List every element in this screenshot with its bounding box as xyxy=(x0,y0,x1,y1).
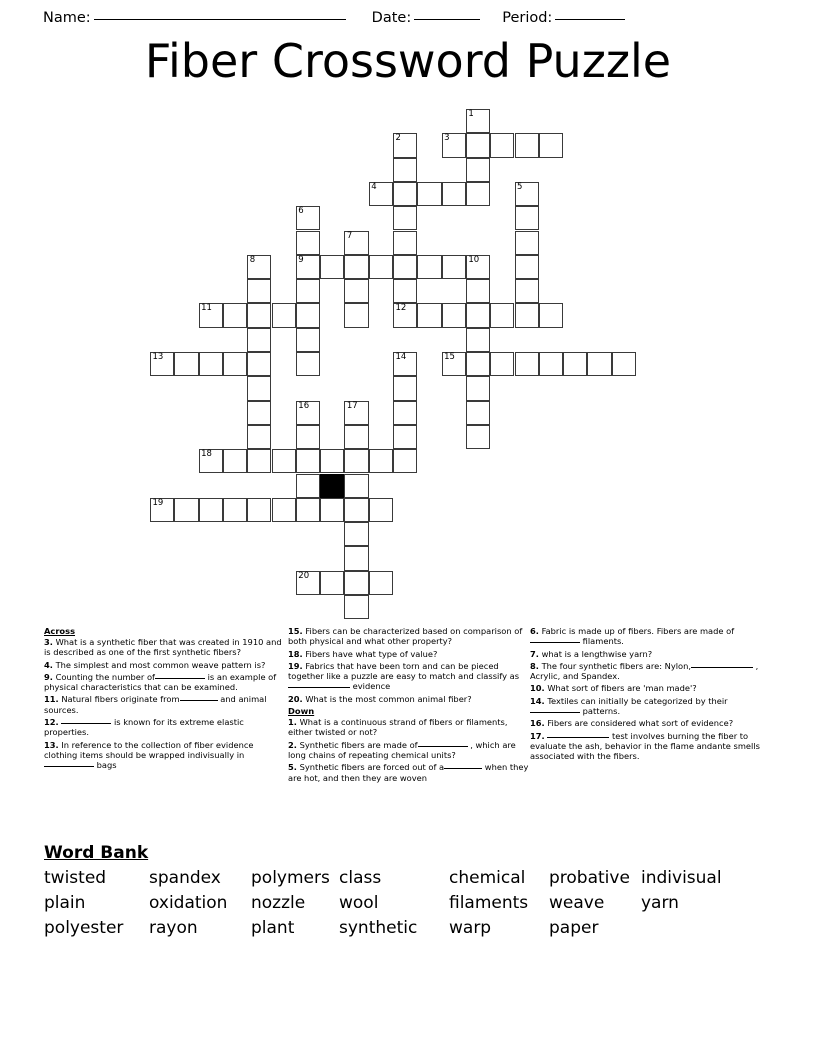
clue-number: 11. xyxy=(44,694,59,705)
word-bank-title: Word Bank xyxy=(44,843,149,863)
grid-cell[interactable] xyxy=(417,182,441,206)
grid-cell[interactable] xyxy=(466,133,490,157)
clue-answer-blank[interactable] xyxy=(530,635,580,643)
grid-cell[interactable] xyxy=(466,425,490,449)
clue-number: 9. xyxy=(44,671,53,682)
clue-number: 13. xyxy=(44,739,59,750)
grid-cell-number: 6 xyxy=(298,206,304,217)
grid-cell[interactable] xyxy=(344,303,368,327)
grid-cell-blocked xyxy=(320,474,344,498)
grid-cell[interactable] xyxy=(515,231,539,255)
date-write-line[interactable] xyxy=(414,18,480,20)
clue-item xyxy=(288,661,530,692)
grid-cell[interactable] xyxy=(393,182,417,206)
clue-item xyxy=(44,672,288,693)
grid-cell[interactable] xyxy=(320,498,344,522)
grid-cell[interactable] xyxy=(344,546,368,570)
clue-answer-blank[interactable] xyxy=(61,716,111,724)
grid-cell[interactable] xyxy=(466,109,490,133)
clue-text: , which are long chains of repeating chemical units? xyxy=(288,739,516,760)
grid-cell[interactable] xyxy=(515,303,539,327)
clue-text: What sort of fibers are 'man made'? xyxy=(544,683,697,694)
clue-number: 4. xyxy=(44,659,53,670)
grid-cell[interactable] xyxy=(369,571,393,595)
word-bank-item[interactable]: plant xyxy=(251,918,295,938)
grid-cell[interactable] xyxy=(344,571,368,595)
grid-cell[interactable] xyxy=(199,498,223,522)
clue-item xyxy=(44,717,288,738)
word-bank-item[interactable]: wool xyxy=(339,893,379,913)
grid-cell[interactable] xyxy=(199,303,223,327)
grid-cell[interactable] xyxy=(247,401,271,425)
grid-cell[interactable] xyxy=(344,474,368,498)
clues-column-3 xyxy=(530,626,760,836)
grid-cell[interactable] xyxy=(466,352,490,376)
clue-number: 18. xyxy=(288,648,303,659)
grid-cell[interactable] xyxy=(442,255,466,279)
clue-text: what is a lengthwise yarn? xyxy=(538,648,653,659)
grid-cell[interactable] xyxy=(369,498,393,522)
grid-cell[interactable] xyxy=(442,303,466,327)
clue-number: 2. xyxy=(288,739,297,750)
crossword-grid xyxy=(150,109,650,619)
grid-cell[interactable] xyxy=(296,571,320,595)
clue-item xyxy=(530,626,760,647)
clue-text: and animal sources. xyxy=(44,694,267,715)
clue-text: Fibers can be characterized based on comparison of both physical and what other property? xyxy=(288,626,523,647)
word-bank-item[interactable]: polymers xyxy=(251,868,330,888)
clue-item xyxy=(288,649,530,659)
grid-cell[interactable] xyxy=(296,425,320,449)
grid-cell-number: 20 xyxy=(298,570,310,581)
clue-text: Synthetic fibers are forced out of a xyxy=(296,762,445,773)
grid-cell[interactable] xyxy=(515,133,539,157)
clues-column-2 xyxy=(288,626,530,836)
word-bank-item[interactable]: synthetic xyxy=(339,918,418,938)
clue-number: 1. xyxy=(288,717,297,728)
clue-text: when they are hot, and then they are woven xyxy=(288,762,529,783)
grid-cell-number: 18 xyxy=(201,449,212,460)
word-bank-item[interactable]: yarn xyxy=(641,893,679,913)
grid-cell[interactable] xyxy=(344,255,368,279)
grid-cell[interactable] xyxy=(490,352,514,376)
grid-cell[interactable] xyxy=(247,352,271,376)
grid-cell[interactable] xyxy=(223,352,247,376)
grid-cell[interactable] xyxy=(320,571,344,595)
grid-cell[interactable] xyxy=(150,352,174,376)
clue-text: Natural fibers originate from xyxy=(58,694,180,705)
period-field-group xyxy=(502,10,625,26)
word-bank-empty xyxy=(641,918,731,938)
clue-text: filaments. xyxy=(580,636,624,647)
grid-cell[interactable] xyxy=(466,255,490,279)
grid-cell[interactable] xyxy=(515,206,539,230)
word-bank-item[interactable]: chemical xyxy=(449,868,526,888)
grid-cell[interactable] xyxy=(612,352,636,376)
clue-number: 10. xyxy=(530,683,545,694)
clue-item xyxy=(288,626,530,647)
word-bank-item[interactable]: nozzle xyxy=(251,893,306,913)
clue-text: What is a synthetic fiber that was created in 1910 and is described as one of the first synthetic fibers? xyxy=(44,637,282,658)
grid-cell[interactable] xyxy=(393,352,417,376)
grid-cell[interactable] xyxy=(539,303,563,327)
grid-cell[interactable] xyxy=(320,449,344,473)
clue-number: 17. xyxy=(530,730,545,741)
clue-answer-blank[interactable] xyxy=(288,680,350,688)
grid-cell-number: 16 xyxy=(298,400,310,411)
grid-cell[interactable] xyxy=(344,522,368,546)
clue-item xyxy=(288,762,530,783)
word-bank-item[interactable]: filaments xyxy=(449,893,529,913)
grid-cell[interactable] xyxy=(223,303,247,327)
grid-cell[interactable] xyxy=(393,449,417,473)
grid-cell-number: 7 xyxy=(346,230,353,241)
grid-cell[interactable] xyxy=(296,498,320,522)
grid-cell[interactable] xyxy=(296,279,320,303)
clue-text: patterns. xyxy=(580,706,621,717)
date-label: Date: xyxy=(371,10,412,26)
word-bank-list xyxy=(44,868,784,938)
grid-cell[interactable] xyxy=(247,303,271,327)
grid-cell-number: 4 xyxy=(371,181,377,192)
grid-cell[interactable] xyxy=(344,498,368,522)
word-bank-item[interactable]: polyester xyxy=(44,918,124,938)
date-field-group xyxy=(372,10,481,26)
grid-cell[interactable] xyxy=(466,303,490,327)
clue-number: 12. xyxy=(44,717,59,728)
grid-cell-number: 9 xyxy=(298,254,304,265)
name-write-line[interactable] xyxy=(94,18,346,20)
grid-cell[interactable] xyxy=(247,449,271,473)
grid-cell[interactable] xyxy=(344,279,368,303)
grid-cell-number: 10 xyxy=(468,254,480,265)
word-bank-section xyxy=(44,843,784,938)
clue-text: In reference to the collection of fiber evidence clothing items should be wrapped indivisually in xyxy=(44,739,254,760)
clue-number: 6. xyxy=(530,626,539,636)
name-label: Name: xyxy=(43,10,91,26)
clue-text: The simplest and most common weave pattern is? xyxy=(52,659,266,670)
clue-number: 7. xyxy=(530,648,539,659)
clue-answer-blank[interactable] xyxy=(180,693,218,701)
grid-cell-number: 14 xyxy=(395,352,407,362)
grid-cell[interactable] xyxy=(393,133,417,157)
grid-cell[interactable] xyxy=(344,231,368,255)
clue-text: Textiles can initially be categorized by their xyxy=(544,695,728,706)
grid-cell[interactable] xyxy=(515,182,539,206)
clue-text: Counting the number of xyxy=(52,671,155,682)
clues-column-1 xyxy=(44,626,288,836)
clue-item xyxy=(44,660,288,670)
grid-cell-number: 19 xyxy=(152,497,164,508)
clue-text: Synthetic fibers are made of xyxy=(296,739,418,750)
grid-cell[interactable] xyxy=(272,498,296,522)
grid-cell[interactable] xyxy=(296,449,320,473)
grid-cell[interactable] xyxy=(466,182,490,206)
grid-cell[interactable] xyxy=(587,352,611,376)
grid-cell[interactable] xyxy=(296,206,320,230)
word-bank-item[interactable]: paper xyxy=(549,918,599,938)
grid-cell[interactable] xyxy=(515,255,539,279)
clue-text: What is the most common animal fiber? xyxy=(302,693,472,704)
word-bank-item[interactable]: probative xyxy=(549,868,630,888)
grid-cell-number: 13 xyxy=(152,352,164,362)
word-bank-item[interactable]: warp xyxy=(449,918,492,938)
grid-cell[interactable] xyxy=(393,231,417,255)
grid-cell-number: 17 xyxy=(346,400,358,411)
word-bank-item[interactable]: indivisual xyxy=(641,868,722,888)
clue-item xyxy=(530,649,760,659)
word-bank-item[interactable]: weave xyxy=(549,893,605,913)
period-label: Period: xyxy=(502,10,553,26)
clue-item xyxy=(44,740,288,771)
clue-number: 5. xyxy=(288,762,297,773)
word-bank-item[interactable]: rayon xyxy=(149,918,198,938)
grid-cell[interactable] xyxy=(369,449,393,473)
clue-text: Fabrics that have been torn and can be pieced together like a puzzle are easy to match and classify as xyxy=(288,660,520,682)
grid-cell[interactable] xyxy=(393,158,417,182)
clue-item xyxy=(288,717,530,738)
grid-cell[interactable] xyxy=(466,328,490,352)
grid-cell[interactable] xyxy=(515,279,539,303)
clue-text: The four synthetic fibers are: Nylon, xyxy=(538,660,692,671)
grid-cell-number: 3 xyxy=(444,133,450,144)
clues-section xyxy=(44,626,774,836)
clue-item xyxy=(530,696,760,717)
grid-cell[interactable] xyxy=(466,279,490,303)
clue-item xyxy=(530,661,760,682)
grid-cell[interactable] xyxy=(199,352,223,376)
clue-answer-blank[interactable] xyxy=(547,730,609,738)
clue-item xyxy=(288,740,530,761)
grid-cell[interactable] xyxy=(490,133,514,157)
grid-cell[interactable] xyxy=(442,133,466,157)
grid-cell[interactable] xyxy=(442,182,466,206)
grid-cell[interactable] xyxy=(247,279,271,303)
grid-cell[interactable] xyxy=(539,352,563,376)
clue-number: 19. xyxy=(288,660,303,671)
grid-cell-number: 12 xyxy=(395,303,407,314)
grid-cell[interactable] xyxy=(539,133,563,157)
clue-item xyxy=(530,683,760,693)
clue-text: Fibers are considered what sort of evidence? xyxy=(544,718,734,729)
word-bank-item[interactable]: spandex xyxy=(149,868,221,888)
grid-cell-number: 5 xyxy=(517,181,523,192)
grid-cell[interactable] xyxy=(393,279,417,303)
clue-text: Fibers have what type of value? xyxy=(302,648,438,659)
grid-cell[interactable] xyxy=(393,401,417,425)
clue-number: 3. xyxy=(44,637,53,647)
period-write-line[interactable] xyxy=(555,18,625,20)
clue-text: is an example of physical characteristics that can be examined. xyxy=(44,671,277,693)
clue-answer-blank[interactable] xyxy=(530,705,580,713)
grid-cell[interactable] xyxy=(296,231,320,255)
grid-cell[interactable] xyxy=(344,401,368,425)
grid-cell[interactable] xyxy=(272,303,296,327)
clue-item xyxy=(44,694,288,715)
grid-cell[interactable] xyxy=(393,206,417,230)
grid-cell-number: 11 xyxy=(201,303,212,314)
grid-cell-number: 2 xyxy=(395,133,401,144)
grid-cell[interactable] xyxy=(344,425,368,449)
clue-answer-blank[interactable] xyxy=(44,759,94,767)
clue-number: 14. xyxy=(530,695,545,706)
grid-cell-number: 15 xyxy=(444,352,455,362)
grid-cell[interactable] xyxy=(369,255,393,279)
across-heading: Across xyxy=(44,626,76,636)
grid-cell[interactable] xyxy=(247,425,271,449)
clue-item xyxy=(44,637,288,658)
grid-cell[interactable] xyxy=(247,255,271,279)
grid-cell-number: 1 xyxy=(468,109,474,119)
grid-cell[interactable] xyxy=(199,449,223,473)
grid-cell-number: 8 xyxy=(249,254,256,265)
grid-cell[interactable] xyxy=(393,425,417,449)
clue-item xyxy=(530,731,760,762)
grid-cell[interactable] xyxy=(563,352,587,376)
grid-cell[interactable] xyxy=(296,401,320,425)
clue-number: 16. xyxy=(530,718,545,729)
word-bank-item[interactable]: plain xyxy=(44,893,86,913)
clue-text: What is a continuous strand of fibers or filaments, either twisted or not? xyxy=(288,717,508,738)
grid-cell[interactable] xyxy=(247,498,271,522)
grid-cell[interactable] xyxy=(296,352,320,376)
clue-text: bags xyxy=(94,760,117,771)
grid-cell[interactable] xyxy=(296,255,320,279)
grid-cell[interactable] xyxy=(150,498,174,522)
word-bank-item[interactable]: class xyxy=(339,868,382,888)
clue-text: evidence xyxy=(350,681,391,692)
grid-cell[interactable] xyxy=(223,498,247,522)
grid-cell[interactable] xyxy=(393,255,417,279)
grid-cell[interactable] xyxy=(247,376,271,400)
grid-cell[interactable] xyxy=(174,498,198,522)
grid-cell[interactable] xyxy=(296,474,320,498)
clue-text: Fabric is made up of fibers. Fibers are made of xyxy=(538,626,735,636)
grid-cell[interactable] xyxy=(466,376,490,400)
grid-cell[interactable] xyxy=(174,352,198,376)
grid-cell[interactable] xyxy=(466,158,490,182)
grid-cell[interactable] xyxy=(466,401,490,425)
worksheet-header xyxy=(0,0,816,26)
grid-cell[interactable] xyxy=(272,449,296,473)
clue-answer-blank[interactable] xyxy=(691,660,753,668)
grid-cell[interactable] xyxy=(344,595,368,619)
clue-answer-blank[interactable] xyxy=(418,739,468,747)
clue-answer-blank[interactable] xyxy=(155,671,205,679)
grid-cell[interactable] xyxy=(223,449,247,473)
grid-cell[interactable] xyxy=(296,328,320,352)
clue-number: 15. xyxy=(288,626,303,636)
grid-cell[interactable] xyxy=(417,303,441,327)
grid-cell[interactable] xyxy=(344,449,368,473)
grid-cell[interactable] xyxy=(490,303,514,327)
clue-text: is known for its extreme elastic properties. xyxy=(44,717,244,738)
grid-cell[interactable] xyxy=(247,328,271,352)
name-field-group xyxy=(43,10,346,26)
grid-cell[interactable] xyxy=(369,182,393,206)
clue-text: , Acrylic, and Spandex. xyxy=(530,660,759,682)
grid-cell[interactable] xyxy=(393,303,417,327)
clue-item xyxy=(530,718,760,728)
grid-cell[interactable] xyxy=(296,303,320,327)
clue-number: 20. xyxy=(288,693,303,704)
clue-item xyxy=(288,694,530,704)
clue-answer-blank[interactable] xyxy=(444,761,482,769)
word-bank-item[interactable]: oxidation xyxy=(149,893,228,913)
grid-cell[interactable] xyxy=(393,376,417,400)
word-bank-item[interactable]: twisted xyxy=(44,868,107,888)
down-heading: Down xyxy=(288,706,315,717)
grid-cell[interactable] xyxy=(417,255,441,279)
clue-number: 8. xyxy=(530,660,539,671)
clue-text: test involves burning the fiber to evaluate the ash, behavior in the flame andante smells associated with the fibers. xyxy=(530,730,760,762)
page-title: Fiber Crossword Puzzle xyxy=(144,34,672,88)
grid-cell[interactable] xyxy=(515,352,539,376)
grid-cell[interactable] xyxy=(442,352,466,376)
grid-cell[interactable] xyxy=(320,255,344,279)
